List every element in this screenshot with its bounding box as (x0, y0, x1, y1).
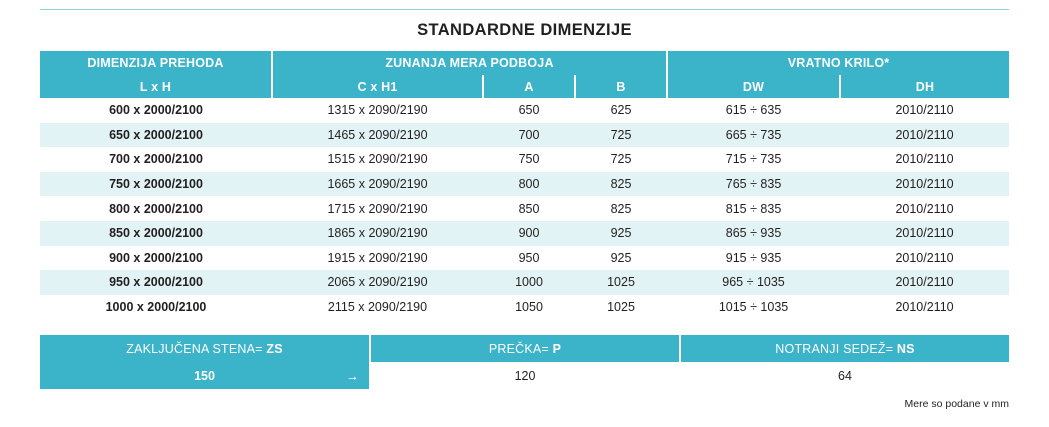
table-group-header-row (40, 51, 1009, 75)
codes-value-ns: 64 (680, 362, 1009, 389)
cell-dh: 2010/2110 (840, 98, 1009, 123)
cell-a: 800 (483, 172, 575, 197)
codes-table (40, 335, 1009, 389)
cell-zunanja-mera: 1515 x 2090/2190 (272, 147, 483, 172)
cell-dw: 715 ÷ 735 (667, 147, 840, 172)
footnote: Mere so podane v mm (904, 398, 1009, 411)
cell-dimenzija-prehoda: 800 x 2000/2100 (40, 196, 272, 221)
table-row (40, 172, 1009, 197)
cell-b: 725 (575, 123, 667, 148)
cell-zunanja-mera: 1665 x 2090/2190 (272, 172, 483, 197)
cell-a: 700 (483, 123, 575, 148)
cell-a: 850 (483, 196, 575, 221)
codes-header-notranji-sedez (680, 335, 1009, 362)
group-header-vratno-krilo: VRATNO KRILO* (667, 51, 1009, 75)
top-divider (40, 9, 1009, 10)
cell-b: 825 (575, 172, 667, 197)
table-row (40, 246, 1009, 271)
codes-value-row (40, 362, 1009, 389)
cell-dh: 2010/2110 (840, 295, 1009, 320)
cell-dw: 865 ÷ 935 (667, 221, 840, 246)
table-column-header-row (40, 75, 1009, 98)
codes-value-p: 120 (370, 362, 680, 389)
cell-zunanja-mera: 1865 x 2090/2190 (272, 221, 483, 246)
cell-dw: 915 ÷ 935 (667, 246, 840, 271)
table-row (40, 98, 1009, 123)
table-row (40, 221, 1009, 246)
cell-dw: 615 ÷ 635 (667, 98, 840, 123)
column-header-b: B (575, 75, 667, 98)
codes-header-ns-code: NS (896, 341, 915, 356)
cell-dimenzija-prehoda: 900 x 2000/2100 (40, 246, 272, 271)
cell-dimenzija-prehoda: 600 x 2000/2100 (40, 98, 272, 123)
cell-dimenzija-prehoda: 1000 x 2000/2100 (40, 295, 272, 320)
cell-dh: 2010/2110 (840, 246, 1009, 271)
codes-header-zs-label: ZAKLJUČENA STENA= (126, 341, 267, 356)
codes-value-zs-text: 150 (194, 368, 215, 383)
cell-zunanja-mera: 1315 x 2090/2190 (272, 98, 483, 123)
cell-zunanja-mera: 1465 x 2090/2190 (272, 123, 483, 148)
cell-b: 925 (575, 246, 667, 271)
cell-b: 625 (575, 98, 667, 123)
cell-dh: 2010/2110 (840, 196, 1009, 221)
cell-zunanja-mera: 2115 x 2090/2190 (272, 295, 483, 320)
cell-dh: 2010/2110 (840, 270, 1009, 295)
codes-header-row (40, 335, 1009, 362)
cell-dimenzija-prehoda: 750 x 2000/2100 (40, 172, 272, 197)
table-gap (40, 319, 1009, 335)
column-header-cxh1: C x H1 (272, 75, 483, 98)
table-row (40, 196, 1009, 221)
cell-b: 925 (575, 221, 667, 246)
cell-zunanja-mera: 2065 x 2090/2190 (272, 270, 483, 295)
cell-dh: 2010/2110 (840, 221, 1009, 246)
column-header-lxh: L x H (40, 75, 272, 98)
page-title: STANDARDNE DIMENZIJE (417, 21, 632, 39)
cell-a: 1000 (483, 270, 575, 295)
standard-dimensions-table (40, 51, 1009, 319)
codes-header-precka (370, 335, 680, 362)
cell-dh: 2010/2110 (840, 147, 1009, 172)
cell-dw: 965 ÷ 1035 (667, 270, 840, 295)
cell-dw: 665 ÷ 735 (667, 123, 840, 148)
group-header-dimenzija-prehoda: DIMENZIJA PREHODA (40, 51, 272, 75)
table-row (40, 123, 1009, 148)
cell-a: 950 (483, 246, 575, 271)
cell-a: 900 (483, 221, 575, 246)
table-row (40, 270, 1009, 295)
cell-b: 725 (575, 147, 667, 172)
codes-header-zakljucena-stena (40, 335, 370, 362)
cell-b: 1025 (575, 295, 667, 320)
codes-header-zs-code: ZS (266, 341, 283, 356)
cell-dh: 2010/2110 (840, 172, 1009, 197)
column-header-dh: DH (840, 75, 1009, 98)
cell-dimenzija-prehoda: 700 x 2000/2100 (40, 147, 272, 172)
cell-dw: 815 ÷ 835 (667, 196, 840, 221)
cell-dh: 2010/2110 (840, 123, 1009, 148)
cell-zunanja-mera: 1915 x 2090/2190 (272, 246, 483, 271)
codes-header-p-code: P (552, 341, 562, 356)
cell-a: 650 (483, 98, 575, 123)
cell-a: 750 (483, 147, 575, 172)
cell-b: 1025 (575, 270, 667, 295)
column-header-a: A (483, 75, 575, 98)
table-row (40, 295, 1009, 320)
cell-dw: 765 ÷ 835 (667, 172, 840, 197)
cell-dimenzija-prehoda: 650 x 2000/2100 (40, 123, 272, 148)
group-header-zunanja-mera-podboja: ZUNANJA MERA PODBOJA (272, 51, 667, 75)
cell-a: 1050 (483, 295, 575, 320)
codes-value-zs (40, 362, 370, 389)
table-row (40, 147, 1009, 172)
cell-dimenzija-prehoda: 850 x 2000/2100 (40, 221, 272, 246)
cell-zunanja-mera: 1715 x 2090/2190 (272, 196, 483, 221)
arrow-right-icon: → (346, 368, 359, 384)
codes-header-p-label: PREČKA= (488, 341, 553, 356)
column-header-dw: DW (667, 75, 840, 98)
cell-b: 825 (575, 196, 667, 221)
codes-header-ns-label: NOTRANJI SEDEŽ= (775, 341, 897, 356)
cell-dimenzija-prehoda: 950 x 2000/2100 (40, 270, 272, 295)
cell-dw: 1015 ÷ 1035 (667, 295, 840, 320)
